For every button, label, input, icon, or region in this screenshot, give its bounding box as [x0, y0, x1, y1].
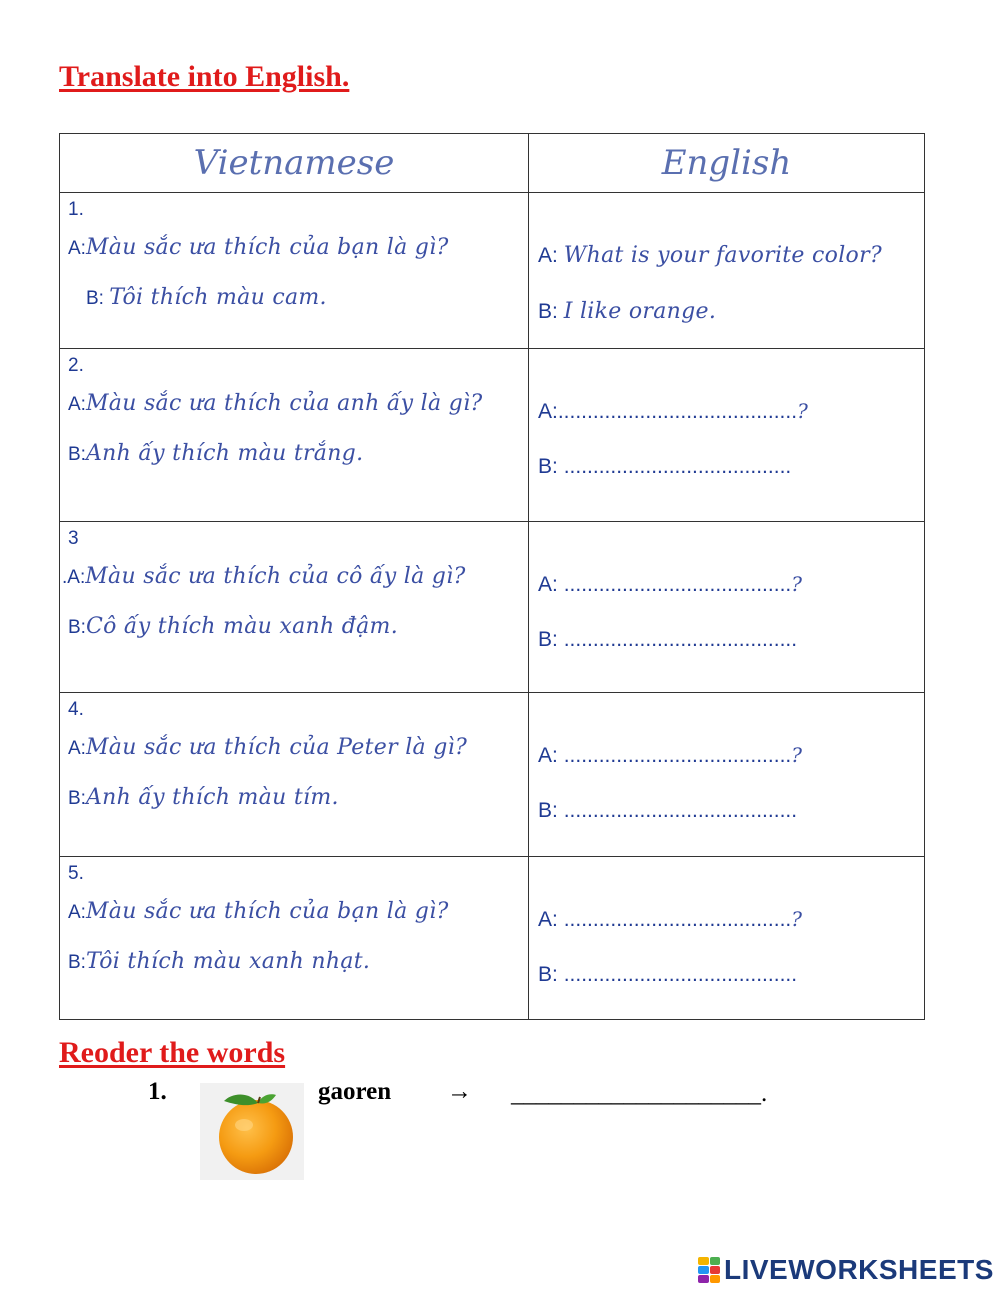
- answer-line: B:Anh ấy thích màu trắng.: [68, 441, 364, 466]
- english-question-input[interactable]: A:.........................................?: [538, 399, 808, 423]
- english-question: A: What is your favorite color?: [538, 243, 882, 268]
- vietnamese-cell: [60, 349, 529, 522]
- question-line: A:Màu sắc ưa thích của bạn là gì?: [68, 899, 449, 924]
- english-question-input[interactable]: A: .......................................?: [538, 907, 802, 931]
- scrambled-word: gaoren: [318, 1078, 392, 1105]
- english-question-input[interactable]: A: .......................................?: [538, 743, 802, 767]
- liveworksheets-logo: [698, 1254, 994, 1286]
- answer-line: B:Cô ấy thích màu xanh đậm.: [68, 614, 399, 639]
- english-cell: [529, 522, 925, 693]
- english-cell: [529, 349, 925, 522]
- table-header-row: [60, 134, 925, 193]
- answer-blank-input[interactable]: ____________________.: [511, 1080, 768, 1107]
- answer-line: B:Anh ấy thích màu tím.: [68, 785, 339, 810]
- question-line: .A:Màu sắc ưa thích của cô ấy là gì?: [62, 564, 466, 589]
- english-cell: [529, 193, 925, 349]
- orange-fruit-icon: [200, 1083, 304, 1180]
- header-english: English: [529, 134, 925, 193]
- english-cell: [529, 857, 925, 1020]
- english-answer-input[interactable]: B: ........................................: [538, 628, 798, 651]
- table-row: [60, 193, 925, 349]
- vietnamese-cell: [60, 693, 529, 857]
- answer-line: B: Tôi thích màu cam.: [86, 285, 327, 310]
- logo-icon: [698, 1257, 720, 1283]
- question-line: A:Màu sắc ưa thích của Peter là gì?: [68, 735, 468, 760]
- row-number: 2.: [68, 355, 84, 376]
- english-answer: B: I like orange.: [538, 299, 717, 324]
- logo-text: LIVEWORKSHEETS: [724, 1254, 994, 1285]
- reorder-item-number: 1.: [148, 1078, 167, 1105]
- row-number: 5.: [68, 863, 84, 884]
- table-row: [60, 349, 925, 522]
- row-number: 3: [68, 528, 79, 549]
- table-row: [60, 522, 925, 693]
- english-answer-input[interactable]: B: ........................................: [538, 963, 798, 986]
- english-question-input[interactable]: A: .......................................?: [538, 572, 802, 596]
- arrow-right-icon: →: [447, 1077, 472, 1105]
- translation-table: [59, 133, 925, 1020]
- worksheet-title: Translate into English.: [59, 60, 350, 93]
- row-number: 4.: [68, 699, 84, 720]
- question-line: A:Màu sắc ưa thích của anh ấy là gì?: [68, 391, 483, 416]
- question-line: A:Màu sắc ưa thích của bạn là gì?: [68, 235, 449, 260]
- header-vietnamese: Vietnamese: [60, 134, 529, 193]
- row-number: 1.: [68, 199, 84, 220]
- vietnamese-cell: [60, 522, 529, 693]
- english-answer-input[interactable]: B: ........................................: [538, 799, 798, 822]
- vietnamese-cell: [60, 857, 529, 1020]
- table-row: [60, 693, 925, 857]
- answer-line: B:Tôi thích màu xanh nhạt.: [68, 949, 371, 974]
- reorder-heading: Reoder the words: [59, 1036, 286, 1069]
- english-answer-input[interactable]: B: .......................................: [538, 455, 792, 478]
- table-row: [60, 857, 925, 1020]
- english-cell: [529, 693, 925, 857]
- vietnamese-cell: [60, 193, 529, 349]
